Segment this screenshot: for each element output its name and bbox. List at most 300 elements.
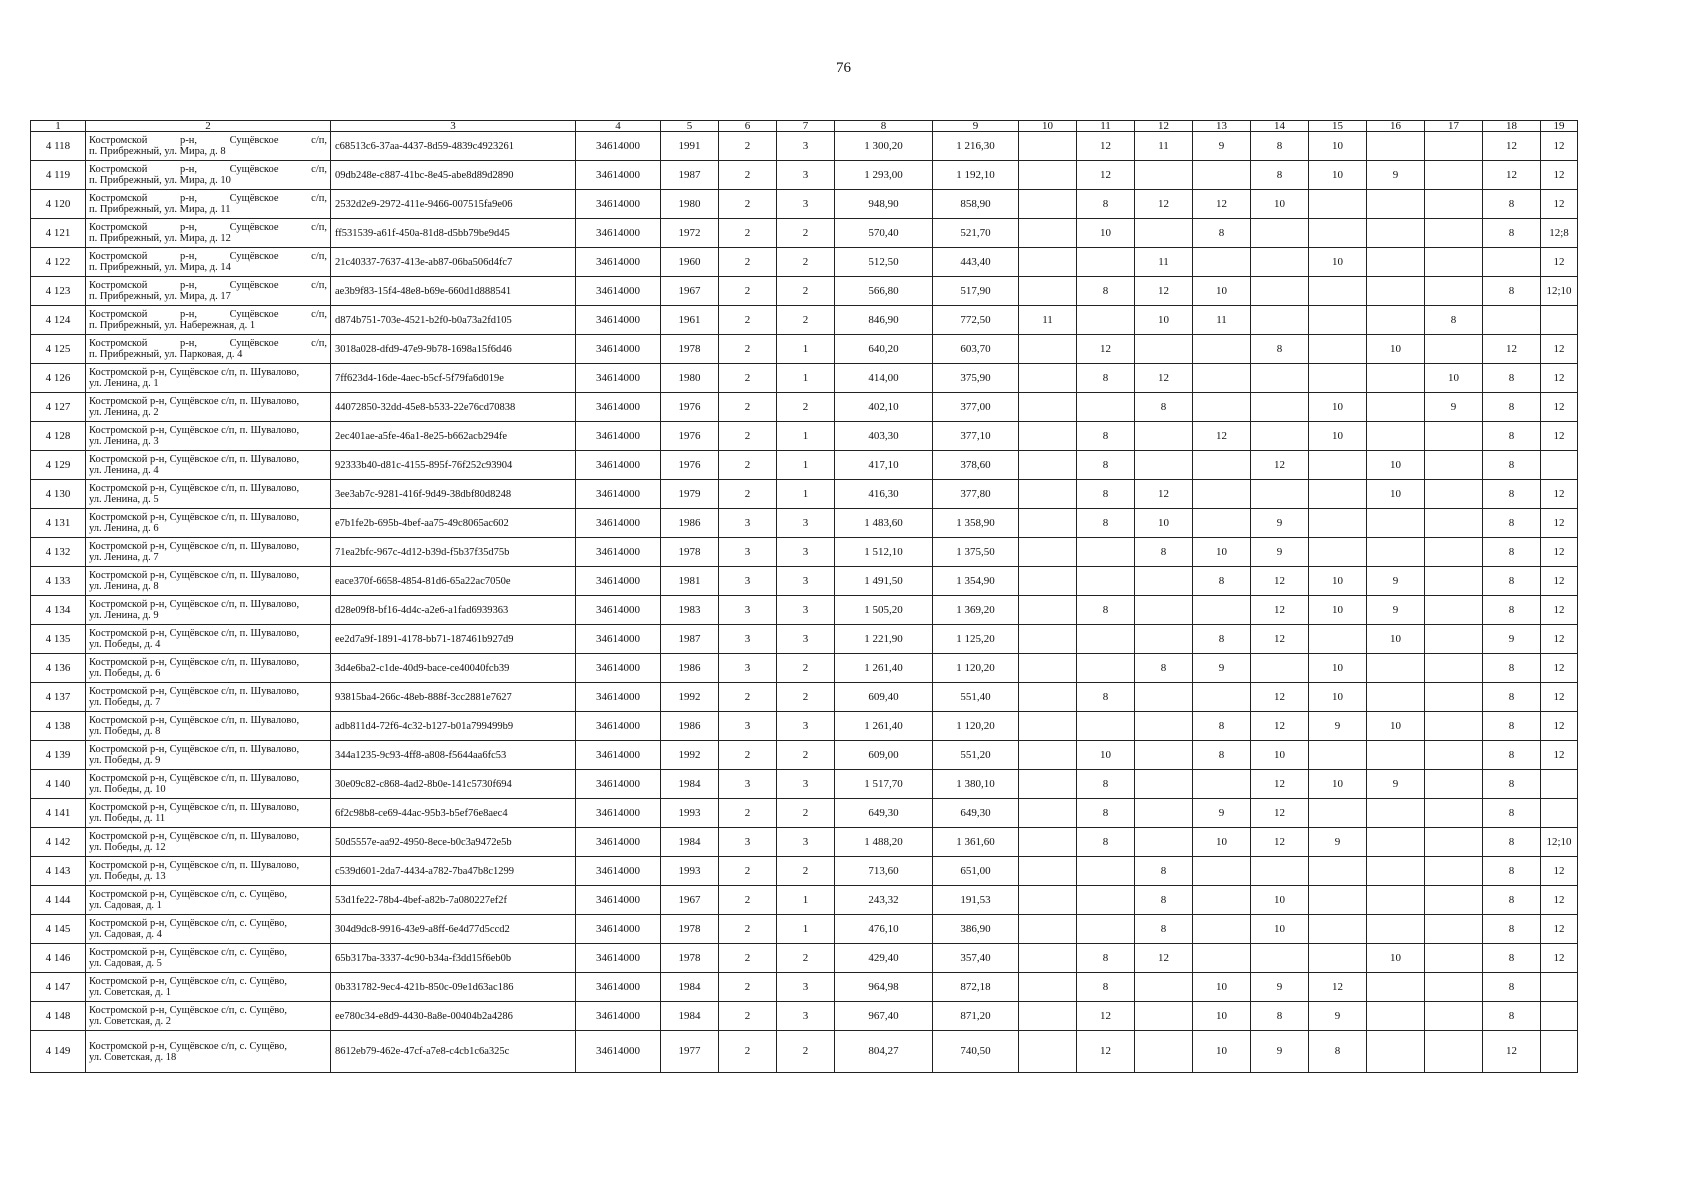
address-line-2: п. Прибрежный, ул. Мира, д. 8 [89, 146, 226, 157]
address-word: Костромской р-н, Сущёвское с/п, п. Шувалово, [89, 454, 300, 465]
cell-c12: 8 [1135, 915, 1193, 944]
cell-c8: 417,10 [835, 451, 933, 480]
cell-c16 [1367, 799, 1425, 828]
cell-year: 1991 [661, 132, 719, 161]
cell-c17 [1425, 451, 1483, 480]
cell-c19: 12 [1541, 596, 1578, 625]
column-number-5: 5 [661, 121, 719, 132]
cell-c7: 3 [777, 132, 835, 161]
cell-year: 1967 [661, 277, 719, 306]
cell-c17 [1425, 944, 1483, 973]
address-line-2: ул. Советская, д. 2 [89, 1016, 171, 1027]
guid-cell: 21c40337-7637-413e-ab87-06ba506d4fc7 [331, 248, 576, 277]
cell-c19: 12 [1541, 132, 1578, 161]
guid-cell: ee2d7a9f-1891-4178-bb71-187461b927d9 [331, 625, 576, 654]
cell-c18: 8 [1483, 567, 1541, 596]
cell-oktmo: 34614000 [576, 451, 661, 480]
cell-c11: 10 [1077, 219, 1135, 248]
address-line-2: ул. Ленина, д. 2 [89, 407, 159, 418]
cell-c9: 1 375,50 [933, 538, 1019, 567]
cell-c7: 1 [777, 480, 835, 509]
guid-cell: ff531539-a61f-450a-81d8-d5bb79be9d45 [331, 219, 576, 248]
table-row [31, 857, 1578, 886]
cell-c19: 12 [1541, 422, 1578, 451]
cell-c9: 551,40 [933, 683, 1019, 712]
row-number: 4 147 [31, 973, 86, 1002]
address-line-1 [89, 744, 327, 755]
cell-c13: 11 [1193, 306, 1251, 335]
cell-c17 [1425, 886, 1483, 915]
cell-c16: 10 [1367, 451, 1425, 480]
address-word: Сущёвское [229, 280, 279, 291]
address-word: Костромской [89, 135, 148, 146]
cell-c19: 12 [1541, 335, 1578, 364]
cell-c18: 8 [1483, 712, 1541, 741]
cell-c15: 9 [1309, 1002, 1367, 1031]
cell-c13: 10 [1193, 828, 1251, 857]
cell-c18: 8 [1483, 190, 1541, 219]
cell-c14: 12 [1251, 567, 1309, 596]
cell-c11: 8 [1077, 799, 1135, 828]
cell-c16: 9 [1367, 770, 1425, 799]
cell-c8: 1 488,20 [835, 828, 933, 857]
address-line-1 [89, 483, 327, 494]
row-number: 4 120 [31, 190, 86, 219]
row-number: 4 128 [31, 422, 86, 451]
table-row [31, 538, 1578, 567]
cell-c7: 2 [777, 654, 835, 683]
address-line-1 [89, 541, 327, 552]
cell-c8: 609,00 [835, 741, 933, 770]
table-row [31, 190, 1578, 219]
table-row [31, 277, 1578, 306]
cell-c8: 1 261,40 [835, 712, 933, 741]
cell-c10 [1019, 596, 1077, 625]
guid-cell: 6f2c98b8-ce69-44ac-95b3-b5ef76e8aec4 [331, 799, 576, 828]
cell-c13: 8 [1193, 741, 1251, 770]
cell-c9: 740,50 [933, 1031, 1019, 1073]
cell-c17 [1425, 770, 1483, 799]
cell-c14 [1251, 480, 1309, 509]
address-line-2: ул. Победы, д. 13 [89, 871, 166, 882]
cell-c11: 8 [1077, 364, 1135, 393]
cell-c18 [1483, 306, 1541, 335]
address-word: р-н, [180, 280, 198, 291]
cell-c11 [1077, 857, 1135, 886]
cell-c10 [1019, 538, 1077, 567]
cell-oktmo: 34614000 [576, 567, 661, 596]
address-line-2: п. Прибрежный, ул. Мира, д. 14 [89, 262, 231, 273]
address-line-2: ул. Ленина, д. 1 [89, 378, 159, 389]
cell-c19: 12 [1541, 683, 1578, 712]
guid-cell: 3018a028-dfd9-47e9-9b78-1698a15f6d46 [331, 335, 576, 364]
cell-c17 [1425, 828, 1483, 857]
cell-c19: 12 [1541, 944, 1578, 973]
cell-c18: 12 [1483, 161, 1541, 190]
address-cell [86, 451, 331, 480]
cell-c14 [1251, 364, 1309, 393]
cell-c13 [1193, 248, 1251, 277]
guid-cell: 304d9dc8-9916-43e9-a8ff-6e4d77d5ccd2 [331, 915, 576, 944]
cell-c15: 10 [1309, 770, 1367, 799]
address-word: Костромской р-н, Сущёвское с/п, с. Сущёво, [89, 976, 288, 987]
address-cell [86, 161, 331, 190]
cell-oktmo: 34614000 [576, 799, 661, 828]
cell-c8: 804,27 [835, 1031, 933, 1073]
cell-c12: 8 [1135, 857, 1193, 886]
cell-oktmo: 34614000 [576, 886, 661, 915]
cell-c19: 12 [1541, 625, 1578, 654]
cell-c12 [1135, 422, 1193, 451]
cell-c18: 8 [1483, 770, 1541, 799]
cell-c6: 2 [719, 944, 777, 973]
address-line-1 [89, 193, 327, 204]
address-line-2: ул. Победы, д. 8 [89, 726, 161, 737]
cell-c8: 243,32 [835, 886, 933, 915]
cell-oktmo: 34614000 [576, 857, 661, 886]
guid-cell: d28e09f8-bf16-4d4c-a2e6-a1fad6939363 [331, 596, 576, 625]
cell-c8: 1 491,50 [835, 567, 933, 596]
address-line-2: ул. Ленина, д. 7 [89, 552, 159, 563]
address-line-1 [89, 396, 327, 407]
cell-oktmo: 34614000 [576, 306, 661, 335]
cell-c15: 10 [1309, 422, 1367, 451]
cell-c16: 10 [1367, 944, 1425, 973]
cell-c10 [1019, 248, 1077, 277]
cell-c7: 1 [777, 886, 835, 915]
cell-c8: 476,10 [835, 915, 933, 944]
cell-c17 [1425, 625, 1483, 654]
page-number: 76 [836, 60, 851, 76]
row-number: 4 144 [31, 886, 86, 915]
cell-c12 [1135, 1031, 1193, 1073]
cell-c13 [1193, 451, 1251, 480]
address-line-1 [89, 802, 327, 813]
cell-c9: 651,00 [933, 857, 1019, 886]
cell-c10 [1019, 277, 1077, 306]
row-number: 4 126 [31, 364, 86, 393]
address-word: Костромской [89, 309, 148, 320]
cell-year: 1984 [661, 1002, 719, 1031]
cell-c19: 12 [1541, 654, 1578, 683]
cell-c16: 10 [1367, 335, 1425, 364]
cell-c11: 8 [1077, 509, 1135, 538]
cell-c6: 2 [719, 306, 777, 335]
guid-cell: d874b751-703e-4521-b2f0-b0a73a2fd105 [331, 306, 576, 335]
cell-c17: 10 [1425, 364, 1483, 393]
cell-c15 [1309, 625, 1367, 654]
cell-c9: 603,70 [933, 335, 1019, 364]
cell-c17 [1425, 1031, 1483, 1073]
cell-oktmo: 34614000 [576, 596, 661, 625]
address-word: Костромской р-н, Сущёвское с/п, п. Шувалово, [89, 802, 300, 813]
cell-c19: 12 [1541, 712, 1578, 741]
address-line-1 [89, 164, 327, 175]
address-line-2: ул. Ленина, д. 4 [89, 465, 159, 476]
cell-c10 [1019, 712, 1077, 741]
cell-c12 [1135, 335, 1193, 364]
cell-c16 [1367, 915, 1425, 944]
address-line-2: ул. Ленина, д. 8 [89, 581, 159, 592]
address-cell [86, 857, 331, 886]
cell-c9: 1 369,20 [933, 596, 1019, 625]
cell-c10 [1019, 799, 1077, 828]
cell-c14 [1251, 944, 1309, 973]
table-row [31, 712, 1578, 741]
cell-year: 1980 [661, 190, 719, 219]
cell-year: 1993 [661, 799, 719, 828]
cell-c18: 12 [1483, 1031, 1541, 1073]
row-number: 4 135 [31, 625, 86, 654]
cell-c15: 10 [1309, 248, 1367, 277]
address-cell [86, 422, 331, 451]
cell-c16 [1367, 828, 1425, 857]
table-row [31, 1031, 1578, 1073]
cell-c18: 8 [1483, 886, 1541, 915]
address-line-1 [89, 947, 327, 958]
cell-c12: 8 [1135, 538, 1193, 567]
cell-c7: 1 [777, 364, 835, 393]
address-line-1 [89, 425, 327, 436]
cell-c16 [1367, 886, 1425, 915]
cell-c19 [1541, 1031, 1578, 1073]
cell-c15 [1309, 741, 1367, 770]
guid-cell: 7ff623d4-16de-4aec-b5cf-5f79fa6d019e [331, 364, 576, 393]
cell-c15 [1309, 799, 1367, 828]
address-word: р-н, [180, 251, 198, 262]
cell-c19: 12 [1541, 538, 1578, 567]
address-cell [86, 770, 331, 799]
cell-c12: 11 [1135, 132, 1193, 161]
cell-year: 1961 [661, 306, 719, 335]
cell-c7: 3 [777, 770, 835, 799]
address-cell [86, 741, 331, 770]
cell-c7: 2 [777, 799, 835, 828]
cell-c12: 10 [1135, 509, 1193, 538]
address-cell [86, 393, 331, 422]
cell-year: 1978 [661, 915, 719, 944]
address-line-1 [89, 686, 327, 697]
guid-cell: 44072850-32dd-45e8-b533-22e76cd70838 [331, 393, 576, 422]
cell-c14: 9 [1251, 509, 1309, 538]
cell-c8: 1 293,00 [835, 161, 933, 190]
cell-c17 [1425, 161, 1483, 190]
address-cell [86, 1031, 331, 1073]
cell-year: 1977 [661, 1031, 719, 1073]
table-row [31, 799, 1578, 828]
cell-c16 [1367, 393, 1425, 422]
cell-c18: 8 [1483, 828, 1541, 857]
cell-c12 [1135, 567, 1193, 596]
cell-c8: 1 483,60 [835, 509, 933, 538]
guid-cell: 344a1235-9c93-4ff8-a808-f5644aa6fc53 [331, 741, 576, 770]
cell-c8: 566,80 [835, 277, 933, 306]
cell-c19: 12 [1541, 480, 1578, 509]
cell-c12: 8 [1135, 393, 1193, 422]
cell-c10 [1019, 683, 1077, 712]
cell-c17 [1425, 741, 1483, 770]
cell-c12 [1135, 161, 1193, 190]
row-number: 4 130 [31, 480, 86, 509]
cell-c9: 357,40 [933, 944, 1019, 973]
row-number: 4 124 [31, 306, 86, 335]
cell-c17 [1425, 654, 1483, 683]
table-row [31, 364, 1578, 393]
cell-c19: 12;8 [1541, 219, 1578, 248]
cell-c19 [1541, 799, 1578, 828]
cell-year: 1986 [661, 654, 719, 683]
cell-c18: 8 [1483, 422, 1541, 451]
cell-c10 [1019, 480, 1077, 509]
cell-c17 [1425, 973, 1483, 1002]
cell-c13: 10 [1193, 538, 1251, 567]
cell-c15 [1309, 944, 1367, 973]
cell-c19: 12 [1541, 190, 1578, 219]
cell-c7: 1 [777, 915, 835, 944]
cell-c17 [1425, 567, 1483, 596]
address-word: с/п, [311, 164, 327, 175]
column-number-16: 16 [1367, 121, 1425, 132]
cell-c16 [1367, 857, 1425, 886]
cell-year: 1984 [661, 828, 719, 857]
address-word: р-н, [180, 193, 198, 204]
address-line-2: ул. Садовая, д. 4 [89, 929, 162, 940]
cell-c11 [1077, 886, 1135, 915]
column-number-3: 3 [331, 121, 576, 132]
cell-c14 [1251, 393, 1309, 422]
cell-c16 [1367, 306, 1425, 335]
cell-c12: 8 [1135, 654, 1193, 683]
table-row [31, 451, 1578, 480]
address-cell [86, 335, 331, 364]
address-cell [86, 538, 331, 567]
row-number: 4 122 [31, 248, 86, 277]
cell-oktmo: 34614000 [576, 712, 661, 741]
cell-c19: 12 [1541, 509, 1578, 538]
cell-c9: 551,20 [933, 741, 1019, 770]
address-line-1 [89, 599, 327, 610]
cell-c19: 12 [1541, 741, 1578, 770]
cell-c15 [1309, 364, 1367, 393]
address-line-2: ул. Ленина, д. 6 [89, 523, 159, 534]
address-line-1 [89, 860, 327, 871]
cell-c15: 8 [1309, 1031, 1367, 1073]
table-row [31, 973, 1578, 1002]
address-word: Костромской [89, 280, 148, 291]
cell-c14: 12 [1251, 712, 1309, 741]
cell-oktmo: 34614000 [576, 509, 661, 538]
cell-c8: 948,90 [835, 190, 933, 219]
address-line-2: ул. Победы, д. 10 [89, 784, 166, 795]
address-line-2: п. Прибрежный, ул. Набережная, д. 1 [89, 320, 256, 331]
address-line-1 [89, 976, 327, 987]
address-word: Костромской р-н, Сущёвское с/п, п. Шувалово, [89, 425, 300, 436]
address-line-1 [89, 1005, 327, 1016]
cell-c8: 402,10 [835, 393, 933, 422]
cell-c17 [1425, 219, 1483, 248]
cell-c11: 8 [1077, 770, 1135, 799]
cell-c13 [1193, 770, 1251, 799]
cell-c6: 3 [719, 625, 777, 654]
cell-c14: 8 [1251, 161, 1309, 190]
cell-c9: 772,50 [933, 306, 1019, 335]
cell-c16: 10 [1367, 480, 1425, 509]
cell-c19: 12 [1541, 161, 1578, 190]
cell-c14: 12 [1251, 770, 1309, 799]
cell-c15: 9 [1309, 828, 1367, 857]
cell-c9: 1 125,20 [933, 625, 1019, 654]
cell-c7: 3 [777, 828, 835, 857]
cell-c7: 2 [777, 1031, 835, 1073]
cell-c18: 8 [1483, 973, 1541, 1002]
cell-c10 [1019, 741, 1077, 770]
address-word: Сущёвское [229, 193, 279, 204]
cell-c14 [1251, 248, 1309, 277]
cell-c10 [1019, 422, 1077, 451]
cell-c12 [1135, 973, 1193, 1002]
row-number: 4 137 [31, 683, 86, 712]
cell-c6: 3 [719, 596, 777, 625]
cell-c9: 871,20 [933, 1002, 1019, 1031]
cell-c18: 8 [1483, 915, 1541, 944]
address-line-2: п. Прибрежный, ул. Мира, д. 12 [89, 233, 231, 244]
cell-c11 [1077, 712, 1135, 741]
cell-c11 [1077, 538, 1135, 567]
cell-c14 [1251, 654, 1309, 683]
cell-c13: 12 [1193, 190, 1251, 219]
cell-year: 1992 [661, 741, 719, 770]
address-line-2: ул. Победы, д. 9 [89, 755, 161, 766]
cell-c15: 10 [1309, 132, 1367, 161]
address-word: Сущёвское [229, 251, 279, 262]
cell-c14 [1251, 277, 1309, 306]
address-cell [86, 886, 331, 915]
cell-c15: 10 [1309, 596, 1367, 625]
row-number: 4 140 [31, 770, 86, 799]
cell-c12 [1135, 596, 1193, 625]
cell-c19 [1541, 973, 1578, 1002]
cell-c19: 12;10 [1541, 828, 1578, 857]
address-word: р-н, [180, 309, 198, 320]
cell-year: 1987 [661, 161, 719, 190]
cell-year: 1992 [661, 683, 719, 712]
cell-c14 [1251, 219, 1309, 248]
cell-c13: 8 [1193, 567, 1251, 596]
cell-c16 [1367, 219, 1425, 248]
table-row [31, 480, 1578, 509]
cell-c16 [1367, 683, 1425, 712]
row-number: 4 142 [31, 828, 86, 857]
cell-c14: 12 [1251, 625, 1309, 654]
cell-c9: 375,90 [933, 364, 1019, 393]
address-cell [86, 712, 331, 741]
cell-year: 1984 [661, 770, 719, 799]
table-row [31, 741, 1578, 770]
address-line-2: ул. Победы, д. 7 [89, 697, 161, 708]
address-line-2: п. Прибрежный, ул. Парковая, д. 4 [89, 349, 243, 360]
cell-c17 [1425, 480, 1483, 509]
cell-c14: 8 [1251, 1002, 1309, 1031]
cell-year: 1976 [661, 451, 719, 480]
cell-c7: 2 [777, 944, 835, 973]
table-row [31, 915, 1578, 944]
cell-c12 [1135, 741, 1193, 770]
cell-c13: 9 [1193, 132, 1251, 161]
column-number-7: 7 [777, 121, 835, 132]
cell-oktmo: 34614000 [576, 422, 661, 451]
address-word: Костромской р-н, Сущёвское с/п, п. Шувалово, [89, 512, 300, 523]
cell-oktmo: 34614000 [576, 132, 661, 161]
